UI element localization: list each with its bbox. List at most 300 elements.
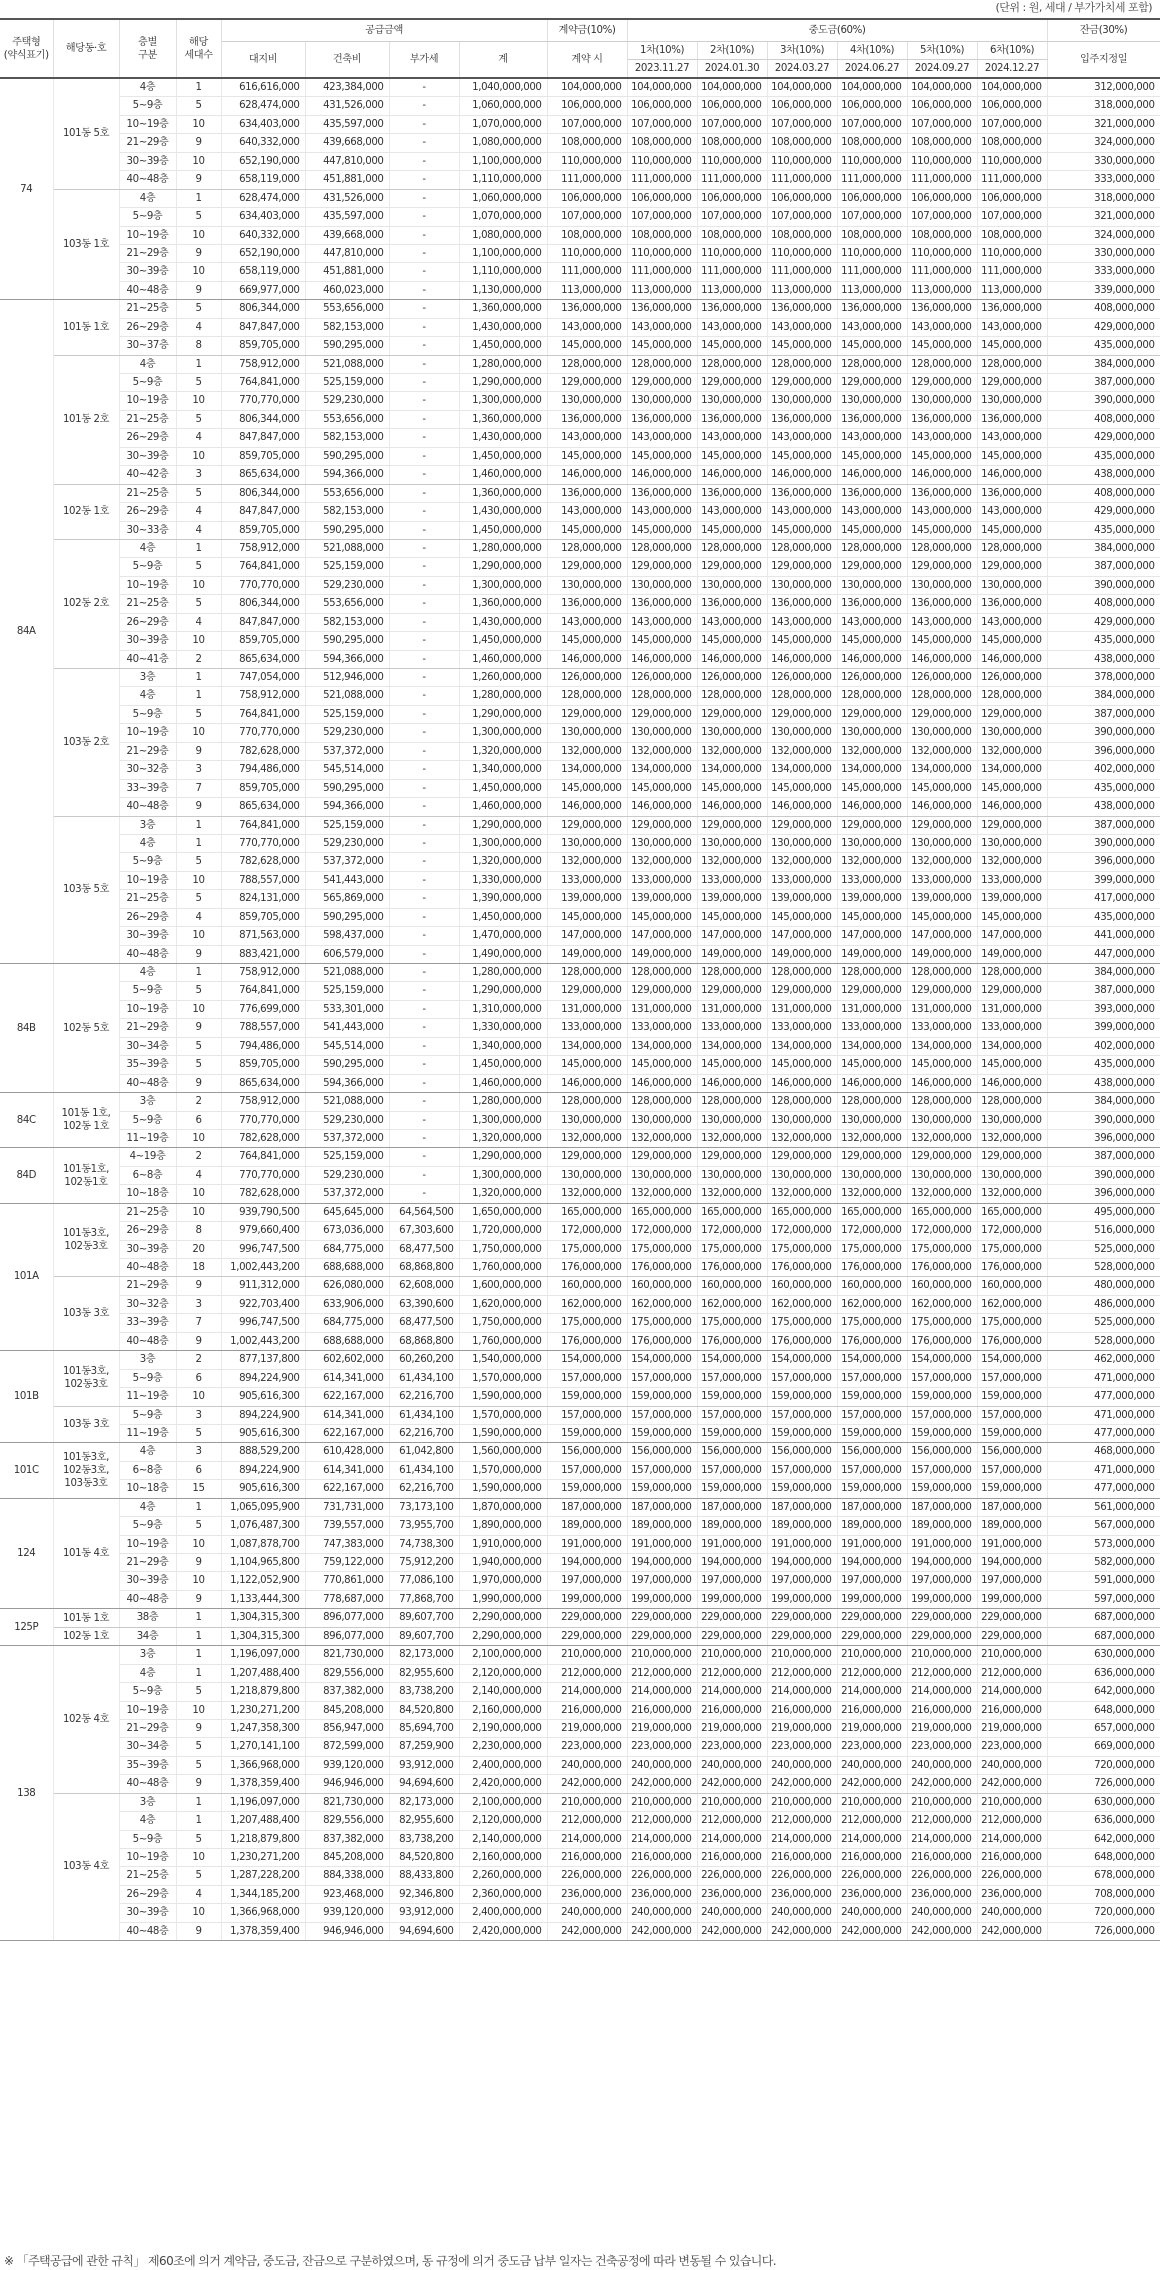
installment-cell: 216,000,000 <box>977 1849 1047 1867</box>
deposit-cell: 129,000,000 <box>547 816 627 834</box>
installment-cell: 146,000,000 <box>697 1074 767 1092</box>
building-price-cell: 582,153,000 <box>305 429 389 447</box>
installment-cell: 210,000,000 <box>907 1793 977 1811</box>
deposit-cell: 130,000,000 <box>547 1166 627 1184</box>
installment-cell: 176,000,000 <box>627 1259 697 1277</box>
balance-cell: 387,000,000 <box>1047 816 1160 834</box>
installment-cell: 128,000,000 <box>627 539 697 557</box>
installment-cell: 240,000,000 <box>767 1756 837 1774</box>
installment-cell: 219,000,000 <box>767 1719 837 1737</box>
installment-cell: 129,000,000 <box>767 982 837 1000</box>
units-cell: 9 <box>176 1719 221 1737</box>
vat-cell: 87,259,900 <box>389 1738 459 1756</box>
vat-cell: - <box>389 539 459 557</box>
installment-cell: 236,000,000 <box>697 1885 767 1903</box>
table-row <box>0 595 1160 613</box>
installment-cell: 134,000,000 <box>837 1037 907 1055</box>
table-row <box>0 742 1160 760</box>
units-cell: 3 <box>176 466 221 484</box>
installment-cell: 110,000,000 <box>697 152 767 170</box>
installment-cell: 219,000,000 <box>907 1719 977 1737</box>
vat-cell: - <box>389 337 459 355</box>
floor-cell: 5~9층 <box>119 1111 176 1129</box>
header-date: 2023.11.27 <box>627 60 697 79</box>
floor-cell: 35~39층 <box>119 1756 176 1774</box>
floor-cell: 40~48층 <box>119 1074 176 1092</box>
installment-cell: 156,000,000 <box>907 1443 977 1461</box>
vat-cell: - <box>389 779 459 797</box>
installment-cell: 139,000,000 <box>837 890 907 908</box>
units-cell: 10 <box>176 1388 221 1406</box>
installment-cell: 159,000,000 <box>977 1480 1047 1498</box>
installment-cell: 128,000,000 <box>977 355 1047 373</box>
installment-cell: 145,000,000 <box>627 779 697 797</box>
vat-cell: - <box>389 1111 459 1129</box>
units-cell: 10 <box>176 1185 221 1203</box>
units-cell: 1 <box>176 834 221 852</box>
units-cell: 5 <box>176 1756 221 1774</box>
total-price-cell: 1,870,000,000 <box>459 1498 547 1516</box>
table-row <box>0 1332 1160 1350</box>
building-price-cell: 525,159,000 <box>305 1148 389 1166</box>
installment-cell: 143,000,000 <box>767 429 837 447</box>
table-row <box>0 1406 1160 1424</box>
header-type: 주택형 (약식표기) <box>0 19 53 78</box>
installment-cell: 134,000,000 <box>837 761 907 779</box>
installment-cell: 133,000,000 <box>977 871 1047 889</box>
installment-cell: 212,000,000 <box>627 1664 697 1682</box>
vat-cell: - <box>389 890 459 908</box>
total-price-cell: 1,650,000,000 <box>459 1203 547 1221</box>
building-price-cell: 590,295,000 <box>305 521 389 539</box>
installment-cell: 130,000,000 <box>907 724 977 742</box>
installment-cell: 104,000,000 <box>697 78 767 97</box>
total-price-cell: 1,300,000,000 <box>459 1166 547 1184</box>
total-price-cell: 1,590,000,000 <box>459 1424 547 1442</box>
land-price-cell: 859,705,000 <box>221 779 305 797</box>
installment-cell: 108,000,000 <box>837 226 907 244</box>
units-cell: 10 <box>176 226 221 244</box>
floor-cell: 10~19층 <box>119 392 176 410</box>
installment-cell: 214,000,000 <box>907 1683 977 1701</box>
land-price-cell: 628,474,000 <box>221 97 305 115</box>
installment-cell: 146,000,000 <box>767 1074 837 1092</box>
installment-cell: 129,000,000 <box>697 705 767 723</box>
land-price-cell: 824,131,000 <box>221 890 305 908</box>
installment-cell: 106,000,000 <box>767 97 837 115</box>
deposit-cell: 110,000,000 <box>547 152 627 170</box>
installment-cell: 210,000,000 <box>767 1646 837 1664</box>
installment-cell: 126,000,000 <box>837 669 907 687</box>
installment-cell: 165,000,000 <box>697 1203 767 1221</box>
floor-cell: 30~39층 <box>119 1904 176 1922</box>
table-row <box>0 1148 1160 1166</box>
floor-cell: 4층 <box>119 539 176 557</box>
header-installment: 1차(10%) <box>627 42 697 60</box>
floor-cell: 5~9층 <box>119 1683 176 1701</box>
installment-cell: 214,000,000 <box>767 1830 837 1848</box>
installment-cell: 128,000,000 <box>977 539 1047 557</box>
table-row <box>0 1830 1160 1848</box>
installment-cell: 145,000,000 <box>697 779 767 797</box>
building-price-cell: 845,208,000 <box>305 1701 389 1719</box>
land-price-cell: 1,218,879,800 <box>221 1830 305 1848</box>
deposit-cell: 107,000,000 <box>547 208 627 226</box>
total-price-cell: 1,540,000,000 <box>459 1351 547 1369</box>
installment-cell: 216,000,000 <box>907 1701 977 1719</box>
vat-cell: - <box>389 558 459 576</box>
floor-cell: 4층 <box>119 1812 176 1830</box>
floor-cell: 21~25층 <box>119 410 176 428</box>
installment-cell: 128,000,000 <box>767 355 837 373</box>
installment-cell: 145,000,000 <box>977 1056 1047 1074</box>
vat-cell: 93,912,000 <box>389 1904 459 1922</box>
total-price-cell: 1,290,000,000 <box>459 1148 547 1166</box>
installment-cell: 175,000,000 <box>697 1314 767 1332</box>
total-price-cell: 1,430,000,000 <box>459 613 547 631</box>
installment-cell: 146,000,000 <box>627 798 697 816</box>
table-row <box>0 1129 1160 1147</box>
land-price-cell: 1,196,097,000 <box>221 1793 305 1811</box>
floor-cell: 4층 <box>119 1443 176 1461</box>
land-price-cell: 859,705,000 <box>221 1056 305 1074</box>
vat-cell: - <box>389 853 459 871</box>
installment-cell: 104,000,000 <box>627 78 697 97</box>
installment-cell: 128,000,000 <box>837 687 907 705</box>
deposit-cell: 172,000,000 <box>547 1222 627 1240</box>
installment-cell: 145,000,000 <box>977 521 1047 539</box>
table-row <box>0 337 1160 355</box>
dong-ho-cell: 101동3호, 102동3호, 103동3호 <box>53 1443 119 1498</box>
land-price-cell: 1,366,968,000 <box>221 1756 305 1774</box>
installment-cell: 130,000,000 <box>837 1166 907 1184</box>
installment-cell: 111,000,000 <box>627 263 697 281</box>
land-price-cell: 865,634,000 <box>221 798 305 816</box>
units-cell: 10 <box>176 1535 221 1553</box>
floor-cell: 33~39층 <box>119 1314 176 1332</box>
units-cell: 6 <box>176 1111 221 1129</box>
installment-cell: 132,000,000 <box>697 742 767 760</box>
installment-cell: 242,000,000 <box>907 1775 977 1793</box>
installment-cell: 126,000,000 <box>627 669 697 687</box>
floor-cell: 4층 <box>119 964 176 982</box>
units-cell: 1 <box>176 816 221 834</box>
deposit-cell: 145,000,000 <box>547 1056 627 1074</box>
installment-cell: 136,000,000 <box>837 484 907 502</box>
floor-cell: 30~37층 <box>119 337 176 355</box>
deposit-cell: 175,000,000 <box>547 1240 627 1258</box>
vat-cell: - <box>389 208 459 226</box>
dong-ho-cell: 101동 1호, 102동 1호 <box>53 1093 119 1148</box>
header-installment: 6차(10%) <box>977 42 1047 60</box>
building-price-cell: 541,443,000 <box>305 871 389 889</box>
total-price-cell: 1,590,000,000 <box>459 1480 547 1498</box>
installment-cell: 129,000,000 <box>767 1148 837 1166</box>
installment-cell: 165,000,000 <box>627 1203 697 1221</box>
units-cell: 1 <box>176 1627 221 1645</box>
installment-cell: 226,000,000 <box>767 1867 837 1885</box>
table-row <box>0 1756 1160 1774</box>
table-row <box>0 1314 1160 1332</box>
deposit-cell: 133,000,000 <box>547 871 627 889</box>
installment-cell: 130,000,000 <box>837 1111 907 1129</box>
installment-cell: 175,000,000 <box>697 1240 767 1258</box>
building-price-cell: 872,599,000 <box>305 1738 389 1756</box>
installment-cell: 143,000,000 <box>977 429 1047 447</box>
installment-cell: 187,000,000 <box>697 1498 767 1516</box>
land-price-cell: 1,207,488,400 <box>221 1812 305 1830</box>
installment-cell: 189,000,000 <box>627 1517 697 1535</box>
deposit-cell: 216,000,000 <box>547 1849 627 1867</box>
installment-cell: 143,000,000 <box>697 318 767 336</box>
total-price-cell: 1,570,000,000 <box>459 1406 547 1424</box>
vat-cell: - <box>389 724 459 742</box>
installment-cell: 242,000,000 <box>627 1775 697 1793</box>
installment-cell: 128,000,000 <box>907 1093 977 1111</box>
table-row <box>0 189 1160 207</box>
installment-cell: 143,000,000 <box>977 318 1047 336</box>
deposit-cell: 104,000,000 <box>547 78 627 97</box>
land-price-cell: 758,912,000 <box>221 539 305 557</box>
installment-cell: 143,000,000 <box>697 613 767 631</box>
installment-cell: 132,000,000 <box>837 853 907 871</box>
installment-cell: 130,000,000 <box>837 724 907 742</box>
installment-cell: 214,000,000 <box>837 1683 907 1701</box>
vat-cell: - <box>389 613 459 631</box>
installment-cell: 223,000,000 <box>697 1738 767 1756</box>
units-cell: 10 <box>176 871 221 889</box>
installment-cell: 129,000,000 <box>697 1148 767 1166</box>
floor-cell: 5~9층 <box>119 982 176 1000</box>
units-cell: 10 <box>176 576 221 594</box>
installment-cell: 129,000,000 <box>837 1148 907 1166</box>
table-row <box>0 1259 1160 1277</box>
installment-cell: 197,000,000 <box>767 1572 837 1590</box>
installment-cell: 159,000,000 <box>977 1424 1047 1442</box>
total-price-cell: 2,260,000,000 <box>459 1867 547 1885</box>
table-row <box>0 1683 1160 1701</box>
table-row <box>0 1719 1160 1737</box>
floor-cell: 21~29층 <box>119 1719 176 1737</box>
dong-ho-cell: 101동3호, 102동3호 <box>53 1351 119 1406</box>
floor-cell: 30~39층 <box>119 152 176 170</box>
installment-cell: 210,000,000 <box>977 1646 1047 1664</box>
land-price-cell: 859,705,000 <box>221 521 305 539</box>
total-price-cell: 1,450,000,000 <box>459 447 547 465</box>
balance-cell: 435,000,000 <box>1047 337 1160 355</box>
installment-cell: 108,000,000 <box>627 226 697 244</box>
installment-cell: 130,000,000 <box>627 576 697 594</box>
installment-cell: 146,000,000 <box>837 798 907 816</box>
land-price-cell: 1,270,141,100 <box>221 1738 305 1756</box>
land-price-cell: 794,486,000 <box>221 761 305 779</box>
units-cell: 9 <box>176 945 221 963</box>
balance-cell: 642,000,000 <box>1047 1830 1160 1848</box>
installment-cell: 242,000,000 <box>767 1922 837 1940</box>
floor-cell: 40~48층 <box>119 1332 176 1350</box>
installment-cell: 216,000,000 <box>907 1849 977 1867</box>
floor-cell: 21~29층 <box>119 1277 176 1295</box>
table-row <box>0 281 1160 299</box>
table-row <box>0 355 1160 373</box>
header-land: 대지비 <box>221 42 305 79</box>
installment-cell: 199,000,000 <box>837 1590 907 1608</box>
units-cell: 10 <box>176 152 221 170</box>
land-price-cell: 1,287,228,200 <box>221 1867 305 1885</box>
floor-cell: 30~39층 <box>119 1240 176 1258</box>
installment-cell: 145,000,000 <box>697 337 767 355</box>
table-row <box>0 1775 1160 1793</box>
units-cell: 1 <box>176 1646 221 1664</box>
installment-cell: 130,000,000 <box>767 576 837 594</box>
vat-cell: - <box>389 742 459 760</box>
installment-cell: 139,000,000 <box>697 890 767 908</box>
installment-cell: 132,000,000 <box>837 1129 907 1147</box>
installment-cell: 143,000,000 <box>907 318 977 336</box>
installment-cell: 108,000,000 <box>697 226 767 244</box>
installment-cell: 126,000,000 <box>697 669 767 687</box>
installment-cell: 197,000,000 <box>837 1572 907 1590</box>
installment-cell: 139,000,000 <box>977 890 1047 908</box>
floor-cell: 3층 <box>119 1093 176 1111</box>
dong-ho-cell: 103동 2호 <box>53 669 119 817</box>
installment-cell: 128,000,000 <box>767 1093 837 1111</box>
land-price-cell: 922,703,400 <box>221 1295 305 1313</box>
table-row <box>0 1351 1160 1369</box>
table-row <box>0 1701 1160 1719</box>
building-price-cell: 529,230,000 <box>305 1111 389 1129</box>
floor-cell: 33~39층 <box>119 779 176 797</box>
balance-cell: 726,000,000 <box>1047 1922 1160 1940</box>
installment-cell: 146,000,000 <box>837 1074 907 1092</box>
installment-cell: 132,000,000 <box>837 1185 907 1203</box>
table-row <box>0 724 1160 742</box>
installment-cell: 110,000,000 <box>767 152 837 170</box>
units-cell: 5 <box>176 1517 221 1535</box>
vat-cell: 61,434,100 <box>389 1461 459 1479</box>
building-price-cell: 582,153,000 <box>305 318 389 336</box>
installment-cell: 132,000,000 <box>907 1129 977 1147</box>
building-price-cell: 590,295,000 <box>305 337 389 355</box>
table-row <box>0 503 1160 521</box>
installment-cell: 143,000,000 <box>627 503 697 521</box>
installment-cell: 128,000,000 <box>907 539 977 557</box>
installment-cell: 212,000,000 <box>697 1812 767 1830</box>
total-price-cell: 1,100,000,000 <box>459 152 547 170</box>
units-cell: 9 <box>176 1277 221 1295</box>
installment-cell: 212,000,000 <box>977 1812 1047 1830</box>
deposit-cell: 130,000,000 <box>547 576 627 594</box>
floor-cell: 5~9층 <box>119 1406 176 1424</box>
header-balance-when: 입주지정일 <box>1047 42 1160 79</box>
units-cell: 5 <box>176 1683 221 1701</box>
building-price-cell: 633,906,000 <box>305 1295 389 1313</box>
deposit-cell: 219,000,000 <box>547 1719 627 1737</box>
installment-cell: 175,000,000 <box>837 1314 907 1332</box>
balance-cell: 567,000,000 <box>1047 1517 1160 1535</box>
units-cell: 10 <box>176 1203 221 1221</box>
deposit-cell: 156,000,000 <box>547 1443 627 1461</box>
installment-cell: 106,000,000 <box>697 189 767 207</box>
installment-cell: 130,000,000 <box>907 1166 977 1184</box>
installment-cell: 187,000,000 <box>627 1498 697 1516</box>
units-cell: 5 <box>176 1738 221 1756</box>
vat-cell: - <box>389 171 459 189</box>
land-price-cell: 1,378,359,400 <box>221 1775 305 1793</box>
balance-cell: 708,000,000 <box>1047 1885 1160 1903</box>
table-row <box>0 853 1160 871</box>
balance-cell: 384,000,000 <box>1047 687 1160 705</box>
deposit-cell: 132,000,000 <box>547 742 627 760</box>
installment-cell: 212,000,000 <box>907 1664 977 1682</box>
total-price-cell: 1,280,000,000 <box>459 964 547 982</box>
deposit-cell: 146,000,000 <box>547 466 627 484</box>
installment-cell: 129,000,000 <box>907 558 977 576</box>
installment-cell: 129,000,000 <box>767 374 837 392</box>
units-cell: 2 <box>176 1148 221 1166</box>
floor-cell: 21~25층 <box>119 1203 176 1221</box>
installment-cell: 157,000,000 <box>627 1369 697 1387</box>
floor-cell: 4층 <box>119 1664 176 1682</box>
installment-cell: 129,000,000 <box>627 558 697 576</box>
installment-cell: 111,000,000 <box>977 171 1047 189</box>
header-installment: 5차(10%) <box>907 42 977 60</box>
table-row <box>0 410 1160 428</box>
floor-cell: 5~9층 <box>119 853 176 871</box>
balance-cell: 384,000,000 <box>1047 355 1160 373</box>
installment-cell: 160,000,000 <box>977 1277 1047 1295</box>
installment-cell: 165,000,000 <box>837 1203 907 1221</box>
table-row <box>0 1203 1160 1221</box>
floor-cell: 40~41층 <box>119 650 176 668</box>
balance-cell: 396,000,000 <box>1047 1185 1160 1203</box>
installment-cell: 216,000,000 <box>697 1701 767 1719</box>
balance-cell: 429,000,000 <box>1047 613 1160 631</box>
vat-cell: - <box>389 318 459 336</box>
installment-cell: 176,000,000 <box>977 1332 1047 1350</box>
unit-type-cell: 125P <box>0 1609 53 1646</box>
floor-cell: 21~25층 <box>119 595 176 613</box>
installment-cell: 172,000,000 <box>767 1222 837 1240</box>
floor-cell: 21~29층 <box>119 742 176 760</box>
building-price-cell: 565,869,000 <box>305 890 389 908</box>
installment-cell: 176,000,000 <box>977 1259 1047 1277</box>
building-price-cell: 525,159,000 <box>305 558 389 576</box>
table-row <box>0 318 1160 336</box>
installment-cell: 194,000,000 <box>627 1554 697 1572</box>
installment-cell: 216,000,000 <box>837 1701 907 1719</box>
floor-cell: 11~19층 <box>119 1129 176 1147</box>
installment-cell: 130,000,000 <box>697 392 767 410</box>
total-price-cell: 1,300,000,000 <box>459 1111 547 1129</box>
balance-cell: 447,000,000 <box>1047 945 1160 963</box>
units-cell: 5 <box>176 1867 221 1885</box>
floor-cell: 21~25층 <box>119 890 176 908</box>
installment-cell: 128,000,000 <box>697 1093 767 1111</box>
land-price-cell: 652,190,000 <box>221 244 305 262</box>
installment-cell: 146,000,000 <box>907 466 977 484</box>
land-price-cell: 1,196,097,000 <box>221 1646 305 1664</box>
floor-cell: 3층 <box>119 1351 176 1369</box>
unit-type-cell: 84C <box>0 1093 53 1148</box>
installment-cell: 145,000,000 <box>837 337 907 355</box>
installment-cell: 229,000,000 <box>767 1627 837 1645</box>
installment-cell: 132,000,000 <box>697 1129 767 1147</box>
deposit-cell: 126,000,000 <box>547 669 627 687</box>
building-price-cell: 614,341,000 <box>305 1461 389 1479</box>
land-price-cell: 1,344,185,200 <box>221 1885 305 1903</box>
installment-cell: 111,000,000 <box>907 171 977 189</box>
